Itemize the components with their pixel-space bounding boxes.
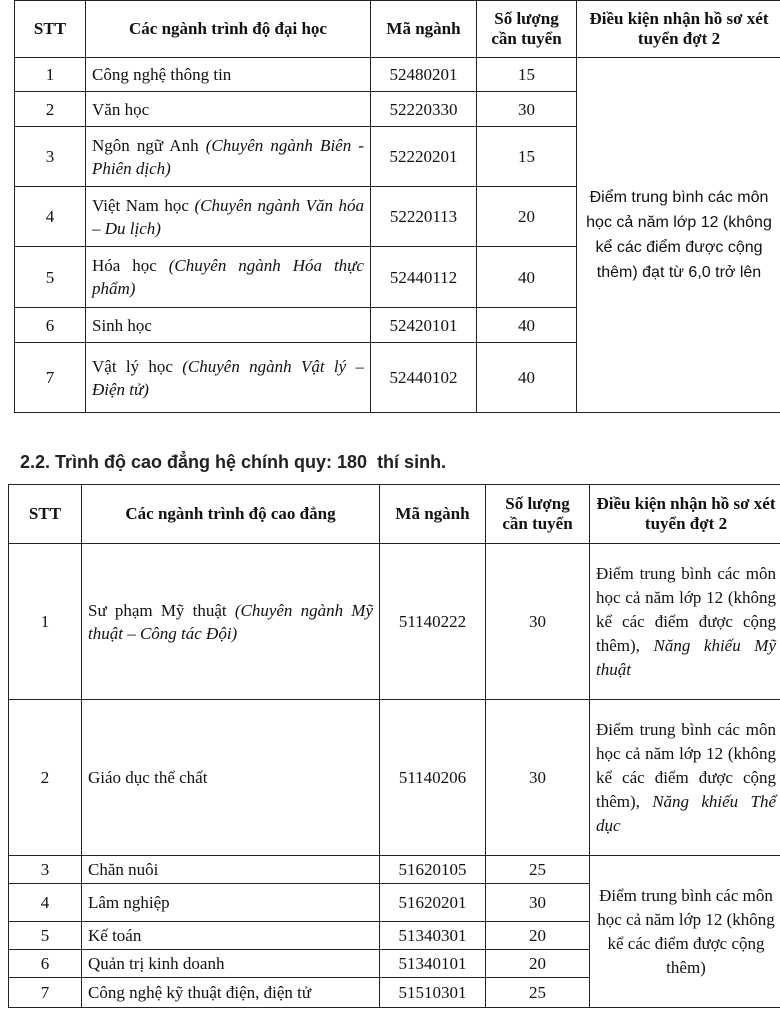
program-name-text: Ngôn ngữ Anh <box>92 135 206 155</box>
condition-aptitude: Năng khiếu Thể dục <box>596 791 776 835</box>
program-specialization: (Chuyên ngành Mỹ thuật – Công tác Đội) <box>88 600 373 643</box>
row-stt: 3 <box>9 856 82 884</box>
condition-text: Điểm trung bình các môn học cả năm lớp 12 (không kể các điểm được cộng thêm), <box>596 563 776 655</box>
row-program-name <box>82 950 380 978</box>
row-stt: 5 <box>9 922 82 950</box>
row-stt: 1 <box>15 58 86 92</box>
row-program-name <box>86 92 371 127</box>
admission-condition: Điểm trung bình các môn học cả năm lớp 12 (không kể các điểm được cộng thêm) <box>590 856 780 1008</box>
program-name-text: Hóa học <box>92 256 169 275</box>
row-program-code: 51140206 <box>380 700 486 856</box>
condition-aptitude: Năng khiếu Mỹ thuật <box>596 635 776 679</box>
row-program-code: 51510301 <box>380 978 486 1008</box>
row-stt: 7 <box>9 978 82 1008</box>
row-program-code: 51340301 <box>380 922 486 950</box>
row-program-name <box>86 343 371 413</box>
row-program-code: 51620201 <box>380 884 486 922</box>
row-program-code: 52220113 <box>371 187 477 247</box>
table-row <box>9 544 780 700</box>
program-name-text: Giáo dục thể chất <box>88 768 208 787</box>
row-program-name <box>86 187 371 247</box>
row-program-code: 51340101 <box>380 950 486 978</box>
row-quantity: 15 <box>477 58 577 92</box>
row-stt: 7 <box>15 343 86 413</box>
header-program-code: Mã ngành <box>380 485 486 544</box>
row-program-name <box>86 127 371 187</box>
row-stt: 1 <box>9 544 82 700</box>
program-name-text: Công nghệ kỹ thuật điện, điện tử <box>88 983 312 1002</box>
row-stt: 2 <box>15 92 86 127</box>
row-quantity: 40 <box>477 308 577 343</box>
row-program-code: 52480201 <box>371 58 477 92</box>
admission-condition <box>590 700 780 856</box>
row-quantity: 15 <box>477 127 577 187</box>
header-stt: STT <box>9 485 82 544</box>
table-row <box>9 856 780 884</box>
row-program-code: 52220201 <box>371 127 477 187</box>
row-program-name <box>82 700 380 856</box>
row-program-name <box>82 978 380 1008</box>
row-program-name <box>82 544 380 700</box>
row-program-code: 52420101 <box>371 308 477 343</box>
table-header-row <box>15 1 780 58</box>
header-condition: Điều kiện nhận hồ sơ xét tuyển đợt 2 <box>590 485 780 544</box>
admission-condition <box>590 544 780 700</box>
program-name-text: Vật lý học <box>92 356 183 376</box>
row-stt: 2 <box>9 700 82 856</box>
row-program-name <box>82 922 380 950</box>
row-quantity: 25 <box>486 856 590 884</box>
college-programs-table <box>8 484 780 1008</box>
row-stt: 6 <box>9 950 82 978</box>
header-condition: Điều kiện nhận hồ sơ xét tuyển đợt 2 <box>577 1 780 58</box>
program-name-text: Chăn nuôi <box>88 860 159 879</box>
program-specialization: (Chuyên ngành Hóa thực phẩm) <box>92 256 364 298</box>
program-name-text: Kế toán <box>88 926 142 945</box>
row-program-name <box>86 58 371 92</box>
row-stt: 6 <box>15 308 86 343</box>
header-quantity: Số lượng cần tuyển <box>486 485 590 544</box>
table-row <box>9 700 780 856</box>
row-quantity: 20 <box>486 950 590 978</box>
program-specialization: (Chuyên ngành Văn hóa – Du lịch) <box>92 195 364 238</box>
header-program-name: Các ngành trình độ cao đẳng <box>82 485 380 544</box>
row-quantity: 30 <box>486 700 590 856</box>
program-name-text: Công nghệ thông tin <box>92 65 232 84</box>
program-name-text: Văn học <box>92 99 150 119</box>
row-program-code: 51140222 <box>380 544 486 700</box>
row-program-name <box>86 308 371 343</box>
row-quantity: 40 <box>477 343 577 413</box>
admission-condition: Điểm trung bình các môn học cả năm lớp 12 (không kể các điểm được cộng thêm) đạt từ 6,0 trở lên <box>577 58 780 413</box>
row-program-code: 52440112 <box>371 247 477 308</box>
row-quantity: 30 <box>477 92 577 127</box>
table-row <box>15 58 780 92</box>
table-header-row <box>9 485 780 544</box>
row-quantity: 30 <box>486 884 590 922</box>
condition-text: Điểm trung bình các môn học cả năm lớp 12 (không kể các điểm được cộng thêm), <box>596 719 776 811</box>
row-program-name <box>86 247 371 308</box>
program-name-text: Sư phạm Mỹ thuật <box>88 600 235 620</box>
header-stt: STT <box>15 1 86 58</box>
program-name-text: Sinh học <box>92 315 152 335</box>
row-stt: 4 <box>9 884 82 922</box>
university-programs-table <box>14 0 780 413</box>
program-name-text: Việt Nam học <box>92 195 195 215</box>
row-program-name <box>82 856 380 884</box>
row-program-code: 52440102 <box>371 343 477 413</box>
row-program-code: 52220330 <box>371 92 477 127</box>
section-heading: 2.2. Trình độ cao đẳng hệ chính quy: 180 thí sinh. <box>20 452 447 472</box>
program-specialization: (Chuyên ngành Biên - Phiên dịch) <box>92 135 364 178</box>
row-stt: 3 <box>15 127 86 187</box>
row-program-code: 51620105 <box>380 856 486 884</box>
program-specialization: (Chuyên ngành Vật lý – Điện tử) <box>92 356 364 399</box>
program-name-text: Quản trị kinh doanh <box>88 954 225 973</box>
row-quantity: 25 <box>486 978 590 1008</box>
row-quantity: 20 <box>486 922 590 950</box>
program-name-text: Lâm nghiệp <box>88 893 170 912</box>
row-program-name <box>82 884 380 922</box>
row-quantity: 30 <box>486 544 590 700</box>
row-quantity: 20 <box>477 187 577 247</box>
row-stt: 5 <box>15 247 86 308</box>
header-program-code: Mã ngành <box>371 1 477 58</box>
header-quantity: Số lượng cần tuyển <box>477 1 577 58</box>
row-quantity: 40 <box>477 247 577 308</box>
header-program-name: Các ngành trình độ đại học <box>86 1 371 58</box>
row-stt: 4 <box>15 187 86 247</box>
